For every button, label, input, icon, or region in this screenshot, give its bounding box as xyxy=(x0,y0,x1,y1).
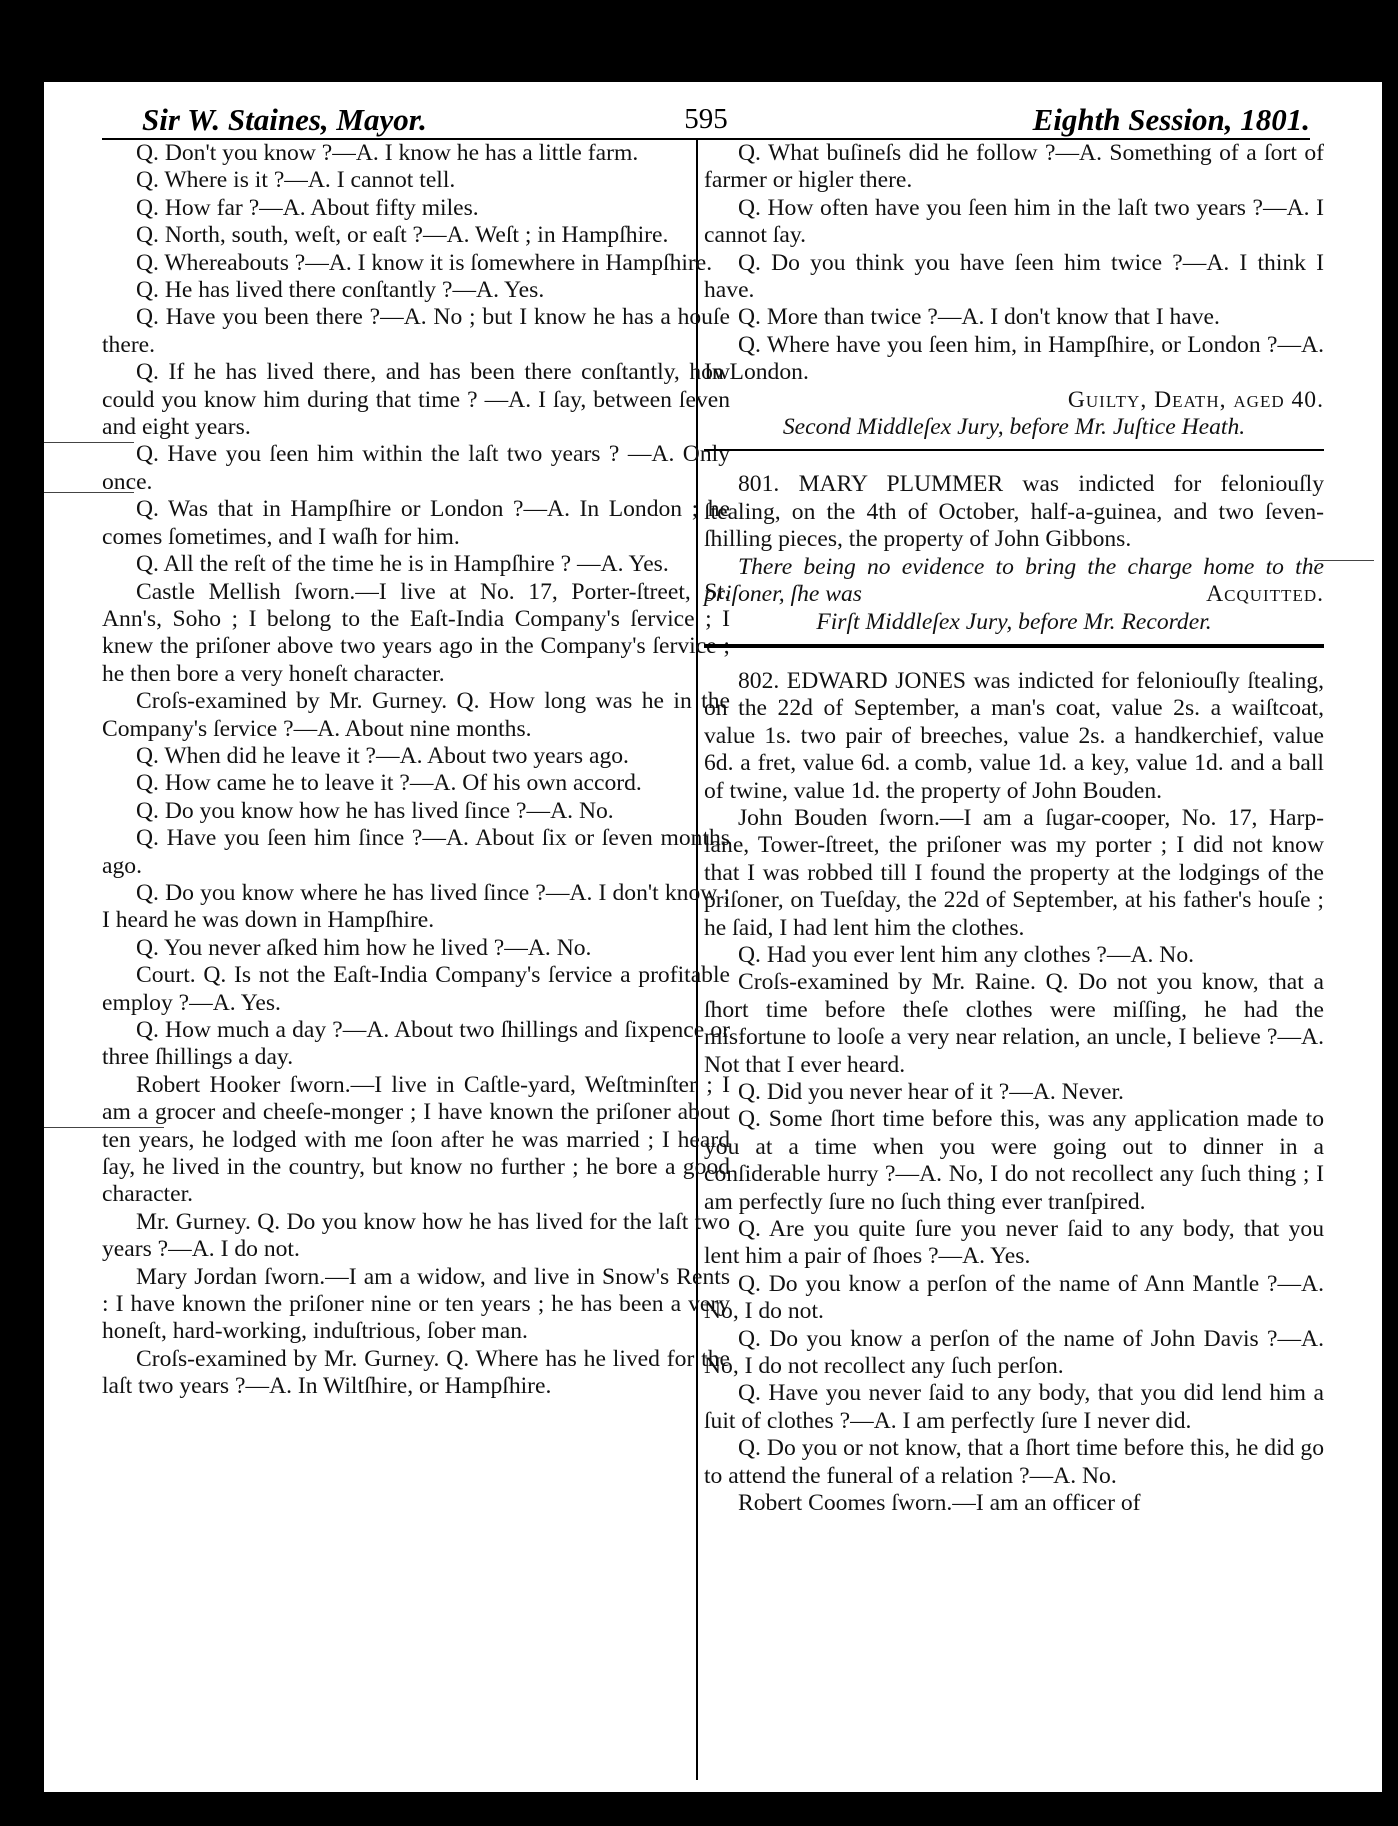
left-paragraph: Q. Was that in Hampſhire or London ?—A. In London ; he comes ſometimes, and I waſh for him. xyxy=(102,496,730,550)
left-column xyxy=(102,140,730,1401)
acquittal-word: Acquitted. xyxy=(1206,581,1324,608)
left-paragraph: Q. When did he leave it ?—A. About two years ago. xyxy=(136,742,629,769)
section-rule xyxy=(704,449,1324,451)
left-paragraph: Q. Don't you know ?—A. I know he has a little farm. xyxy=(136,140,639,166)
right-paragraph: Q. Have you never ſaid to any body, that you did lend him a ſuit of clothes ?—A. I am perfectly ſure I never did. xyxy=(704,1380,1324,1434)
right-paragraph: Q. Do you think you have ſeen him twice ?—A. I think I have. xyxy=(704,249,1324,304)
left-paragraph: Q. Do you know how he has lived ſince ?—A. No. xyxy=(136,797,614,824)
left-paragraph: Q. If he has lived there, and has been there conſtantly, how could you know him during that time ? —A. I ſay, between ſeven and eight years. xyxy=(102,359,730,441)
witness-robert-coomes: Robert Coomes ſworn.—I am an officer of xyxy=(738,1490,1141,1517)
witness-castle-mellish: Castle Mellish ſworn.—I live at No. 17, Porter-ſtreet, St. Ann's, Soho ; I belong to the Eaſt-India Company's ſervice ; I knew the priſoner above two years ago in the Company's ſervice ; he then bore a very honeſt character. xyxy=(102,578,730,687)
left-paragraph: Q. Have you ſeen him within the laſt two years ? —A. Only once. xyxy=(102,441,730,495)
margin-mark xyxy=(44,492,134,493)
left-paragraph: Q. You never aſked him how he lived ?—A. No. xyxy=(136,934,592,961)
right-paragraph: Q. Do you know a perſon of the name of Ann Mantle ?—A. No, I do not. xyxy=(704,1270,1324,1325)
right-paragraph: Q. Where have you ſeen him, in Hampſhire, or London ?—A. In London. xyxy=(704,331,1324,386)
right-paragraph: Q. How often have you ſeen him in the laſt two years ?—A. I cannot ſay. xyxy=(704,194,1324,249)
left-paragraph: Q. North, south, weſt, or eaſt ?—A. Weſt ; in Hampſhire. xyxy=(136,222,669,249)
margin-mark xyxy=(44,1127,164,1128)
right-paragraph: Q. What buſineſs did he follow ?—A. Something of a ſort of farmer or higler there. xyxy=(704,140,1324,194)
left-paragraph: Q. Have you been there ?—A. No ; but I know he has a houſe there. xyxy=(102,304,730,358)
acquittal-note xyxy=(704,554,1324,609)
left-paragraph: Q. Do you know where he has lived ſince ?—A. I don't know ; I heard he was down in Hampſhire. xyxy=(102,879,730,934)
right-paragraph: Q. Some ſhort time before this, was any application made to you at a time when you were going out to dinner in a conſiderable hurry ?—A. No, I do not recollect any ſuch thing ; I am perfectly ſure no ſuch thing ever tranſpired. xyxy=(704,1106,1324,1215)
case-801: 801. MARY PLUMMER was indicted for feloniouſly ſtealing, on the 4th of October, half-a-guinea, and two ſeven-ſhilling pieces, the property of John Gibbons. xyxy=(704,471,1324,553)
left-paragraph: Q. Whereabouts ?—A. I know it is ſomewhere in Hampſhire. xyxy=(136,249,713,276)
cross-examination: Croſs-examined by Mr. Raine. Q. Do not you know, that a ſhort time before theſe clothes were miſſing, he had the misfortune to looſe a very near relation, an uncle, I believe ?—A. Not that I ever heard. xyxy=(704,969,1324,1078)
right-column xyxy=(704,140,1324,1518)
right-paragraph: Q. More than twice ?—A. I don't know that I have. xyxy=(738,304,1220,331)
jury-note: Firſt Middleſex Jury, before Mr. Recorder. xyxy=(816,608,1212,635)
acquittal-text: There being no evidence to bring the charge home to the priſoner, ſhe was xyxy=(704,553,1324,608)
right-paragraph: Q. Are you quite ſure you never ſaid to any body, that you lent him a pair of ſhoes ?—A. Yes. xyxy=(704,1216,1324,1270)
left-paragraph: Q. Have you ſeen him ſince ?—A. About ſix or ſeven months ago. xyxy=(102,825,730,879)
right-paragraph: Q. Did you never hear of it ?—A. Never. xyxy=(738,1079,1124,1105)
right-paragraph: Q. Do you know a perſon of the name of John Davis ?—A. No, I do not recollect any ſuch perſon. xyxy=(704,1325,1324,1380)
case-802: 802. EDWARD JONES was indicted for feloniouſly ſtealing, on the 22d of September, a man's coat, value 2s. a waiſtcoat, value 1s. two pair of breeches, value 2s. a handkerchief, value 6d. a fret, value 6d. a comb, value 1d. a key, value 1d. and a ball of twine, value 1d. the property of John Bouden. xyxy=(704,667,1324,804)
running-header xyxy=(102,92,1310,138)
verdict: Guilty, Death, aged 40. xyxy=(1067,386,1324,413)
right-paragraph: Q. Do you or not know, that a ſhort time before this, he did go to attend the funeral of a relation ?—A. No. xyxy=(704,1435,1324,1489)
court-question: Court. Q. Is not the Eaſt-India Company's ſervice a profitable employ ?—A. Yes. xyxy=(102,962,730,1016)
left-paragraph: Q. How much a day ?—A. About two ſhillings and ſixpence or three ſhillings a day. xyxy=(102,1017,730,1071)
margin-mark xyxy=(1314,560,1374,561)
left-paragraph: Q. Where is it ?—A. I cannot tell. xyxy=(136,167,456,194)
left-paragraph: Q. How far ?—A. About fifty miles. xyxy=(136,194,479,221)
left-paragraph: Q. All the reſt of the time he is in Hampſhire ? —A. Yes. xyxy=(136,551,669,578)
left-paragraph: Q. He has lived there conſtantly ?—A. Yes. xyxy=(136,277,545,304)
left-paragraph: Q. How came he to leave it ?—A. Of his own accord. xyxy=(136,770,642,797)
cross-examination: Croſs-examined by Mr. Gurney. Q. How long was he in the Company's ſervice ?—A. About nine months. xyxy=(102,688,730,742)
witness-robert-hooker: Robert Hooker ſworn.—I live in Caſtle-yard, Weſtminſter ; I am a grocer and cheeſe-monger ; I have known the priſoner about ten years, he lodged with me ſoon after he was married ; I heard ſay, he lived in the country, but know no further ; he bore a good character. xyxy=(102,1071,730,1208)
header-mayor: Sir W. Staines, Mayor. xyxy=(142,102,427,137)
witness-john-bouden: John Bouden ſworn.—I am a ſugar-cooper, No. 17, Harp-lane, Tower-ſtreet, the priſoner was my porter ; I did not know that I was robbed till I found the property at the lodgings of the priſoner, on Tueſday, the 22d of September, at his father's houſe ; he ſaid, I had lent him the clothes. xyxy=(704,804,1324,941)
section-rule xyxy=(704,644,1324,648)
jury-note: Second Middleſex Jury, before Mr. Juſtice Heath. xyxy=(782,414,1246,441)
cross-examination: Croſs-examined by Mr. Gurney. Q. Where has he lived for the laſt two years ?—A. In Wiltſhire, or Hampſhire. xyxy=(102,1345,730,1400)
witness-mary-jordan: Mary Jordan ſworn.—I am a widow, and live in Snow's Rents : I have known the priſoner nine or ten years ; he has been a very honeſt, hard-working, induſtrious, ſober man. xyxy=(102,1263,730,1345)
left-paragraph: Mr. Gurney. Q. Do you know how he has lived for the laſt two years ?—A. I do not. xyxy=(102,1208,730,1263)
header-session: Eighth Session, 1801. xyxy=(1032,102,1310,137)
page-number: 595 xyxy=(684,103,728,135)
margin-mark xyxy=(44,442,134,443)
right-paragraph: Q. Had you ever lent him any clothes ?—A. No. xyxy=(738,941,1195,968)
document-page xyxy=(44,82,1382,1792)
